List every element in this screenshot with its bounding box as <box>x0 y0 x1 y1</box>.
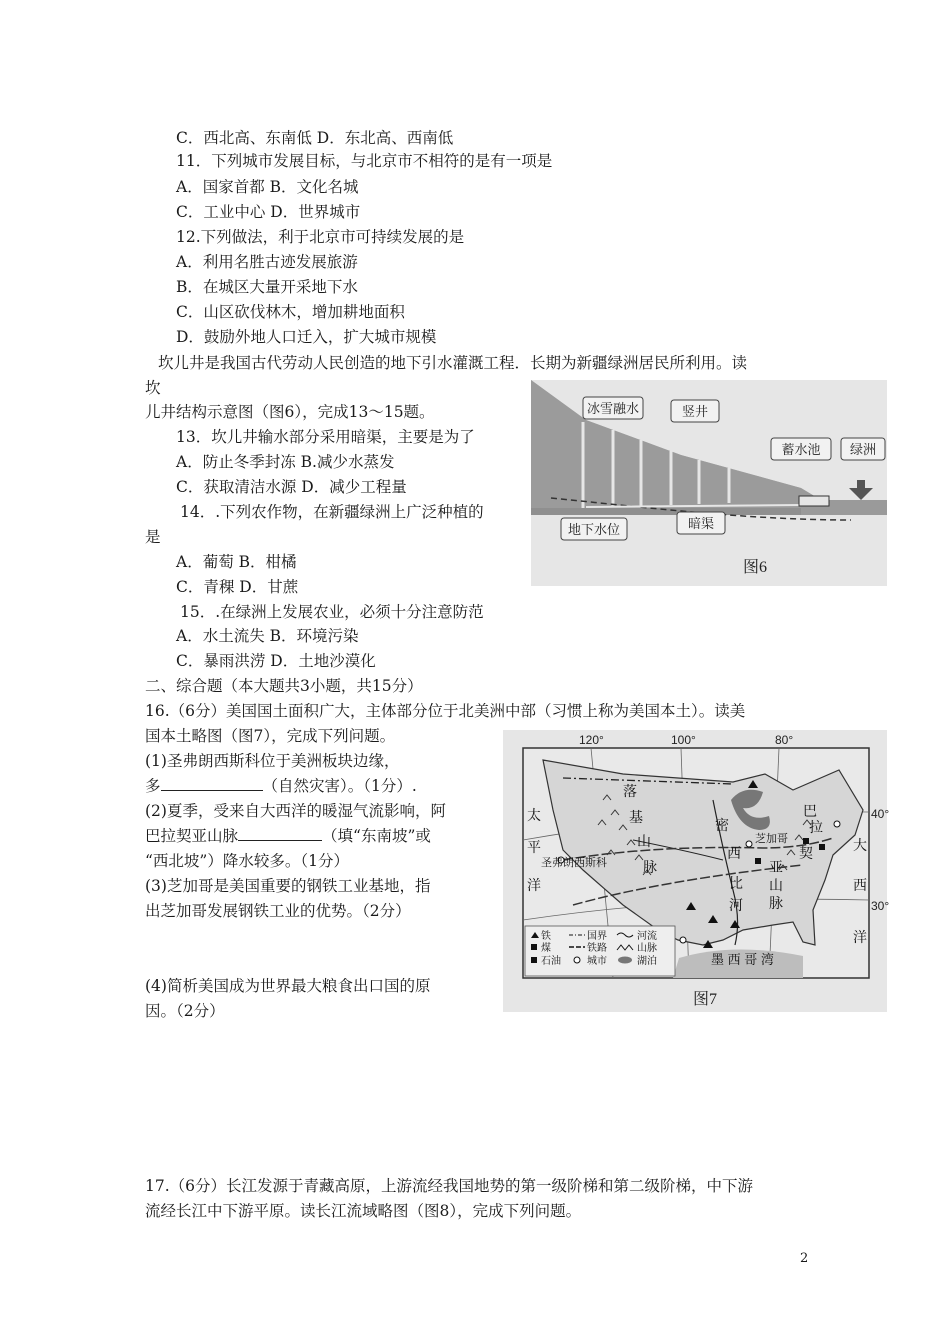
city-san-francisco: 圣弗朗西斯科 <box>541 857 607 869</box>
figure-7-usa-map <box>503 730 890 1012</box>
mississippi-label-3: 比 <box>729 877 743 892</box>
q17-intro-cont: 流经长江中下游平原。读长江流域略图（图8），完成下列问题。 <box>145 1202 582 1220</box>
karez-intro-cont: 坎 <box>145 379 161 397</box>
q14-stem: 14．.下列农作物，在新疆绿洲上广泛种植的 <box>180 503 484 521</box>
q15-options-cd: C．暴雨洪涝 D．土地沙漠化 <box>176 652 376 670</box>
label-oasis: 绿洲 <box>849 442 877 457</box>
q13-options-cd: C．获取清洁水源 D．减少工程量 <box>176 478 407 496</box>
q11-options-cd: C．工业中心 D．世界城市 <box>176 203 361 221</box>
q16-2: (2)夏季，受来自大西洋的暖湿气流影响，阿 <box>145 802 446 820</box>
q14-options-cd: C．青稞 D．甘蔗 <box>176 578 299 596</box>
appalachian-label-2: 拉 <box>809 821 823 836</box>
page-number: 2 <box>800 1251 809 1266</box>
lat-30: 30° <box>871 899 890 913</box>
lon-80: 80° <box>775 733 794 747</box>
q16-4: (4)简析美国成为世界最大粮食出口国的原 <box>145 977 431 995</box>
q10-options-cd: C．西北高、东南低 D．东北高、西南低 <box>176 129 454 147</box>
q16-2-cont <box>145 826 431 846</box>
legend-railway: 铁路 <box>587 943 607 954</box>
q16-intro: 16.（6分）美国国土面积广大，主体部分位于北美洲中部（习惯上称为美国本土）。读美 <box>145 702 746 720</box>
label-snow-melt: 冰雪融水 <box>586 401 640 416</box>
legend-lake: 湖泊 <box>637 956 657 967</box>
q15-options-ab: A．水土流失 B．环境污染 <box>176 627 359 645</box>
q12-option-b: B．在城区大量开采地下水 <box>176 278 358 296</box>
q11-stem: 11．下列城市发展目标，与北京市不相符的是有一项是 <box>176 152 553 170</box>
q12-option-d: D．鼓励外地人口迁入，扩大城市规模 <box>176 328 437 346</box>
q13-stem: 13．坎儿井输水部分采用暗渠，主要是为了 <box>176 428 475 446</box>
q16-1-suffix: （自然灾害）。（1分）. <box>262 777 417 795</box>
mississippi-label-1: 密 <box>715 819 729 834</box>
legend-coal: 煤 <box>541 943 551 954</box>
ocean-pacific-1: 太 <box>527 809 541 824</box>
oasis-arrow <box>849 480 873 500</box>
q16-3-cont: 出芝加哥发展钢铁工业的优势。（2分） <box>145 902 411 920</box>
rocky-label-1: 落 <box>623 785 637 800</box>
q16-2-suffix: （填“东南坡”或 <box>322 827 431 845</box>
mississippi-label-2: 西 <box>727 847 741 862</box>
figure-7-caption: 图7 <box>693 991 718 1008</box>
q11-options-ab: A．国家首都 B．文化名城 <box>176 178 359 196</box>
q12-option-a: A．利用名胜古迹发展旅游 <box>176 253 358 271</box>
q16-3: (3)芝加哥是美国重要的钢铁工业基地，指 <box>145 877 431 895</box>
q16-intro-cont: 国本土略图（图7），完成下列问题。 <box>145 727 396 745</box>
rocky-label-3: 山 <box>637 835 651 850</box>
label-shaft: 竖井 <box>681 404 709 419</box>
legend-oil: 石油 <box>541 956 561 967</box>
section-2-heading: 二、综合题（本大题共3小题，共15分） <box>145 677 423 695</box>
appalachian-label-3: 契 <box>799 847 813 862</box>
gulf-of-mexico-label: 墨 西 哥 湾 <box>711 952 774 967</box>
figure-6-caption: 图6 <box>743 559 768 576</box>
label-groundwater: 地下水位 <box>567 522 621 537</box>
legend-city: 城市 <box>587 956 607 967</box>
appalachian-label-6: 脉 <box>769 897 783 912</box>
q14-stem-cont: 是 <box>145 528 161 546</box>
legend-mountain: 山脉 <box>637 943 657 954</box>
mississippi-label-4: 河 <box>729 899 743 914</box>
city-chicago: 芝加哥 <box>755 833 788 845</box>
q16-4-cont: 因。（2分） <box>145 1002 225 1020</box>
lat-40: 40° <box>871 807 890 821</box>
rocky-label-2: 基 <box>629 811 643 826</box>
q15-stem: 15．.在绿洲上发展农业，必须十分注意防范 <box>180 603 484 621</box>
legend-river: 河流 <box>637 931 657 942</box>
ocean-atlantic-2: 西 <box>853 879 867 894</box>
lon-120: 120° <box>579 733 604 747</box>
q14-options-ab: A．葡萄 B．柑橘 <box>176 553 297 571</box>
legend-iron: 铁 <box>541 931 551 942</box>
ocean-pacific-3: 洋 <box>527 879 541 894</box>
ocean-pacific-2: 平 <box>527 841 541 856</box>
appalachian-label-4: 亚 <box>769 861 783 876</box>
q13-options-ab: A．防止冬季封冻 B.减少水蒸发 <box>176 453 395 471</box>
answer-blank-2[interactable] <box>238 826 322 841</box>
q12-stem: 12.下列做法，利于北京市可持续发展的是 <box>176 228 465 246</box>
karez-intro: 坎儿井是我国古代劳动人民创造的地下引水灌溉工程．长期为新疆绿洲居民所利用。读 <box>158 354 748 372</box>
q12-option-c: C．山区砍伐林木，增加耕地面积 <box>176 303 405 321</box>
figure-6-karez-diagram <box>531 380 887 586</box>
answer-blank-1[interactable] <box>161 776 263 791</box>
q16-1: (1)圣弗朗西斯科位于美洲板块边缘， <box>145 752 400 770</box>
reservoir-pool <box>799 496 829 506</box>
q16-2-prefix: 巴拉契亚山脉 <box>145 827 239 845</box>
q16-1-cont <box>145 776 417 796</box>
lon-100: 100° <box>671 733 696 747</box>
q16-2-cont2: “西北坡”）降水较多。（1分） <box>145 852 349 870</box>
map-legend <box>525 926 675 976</box>
karez-intro-cont2: 儿井结构示意图（图6），完成13～15题。 <box>145 403 435 421</box>
label-channel: 暗渠 <box>687 516 715 531</box>
legend-border: 国界 <box>587 931 607 942</box>
q16-1-prefix: 多 <box>145 777 161 795</box>
ocean-atlantic-3: 洋 <box>853 931 867 946</box>
q17-intro: 17.（6分）长江发源于青藏高原，上游流经我国地势的第一级阶梯和第二级阶梯，中下游 <box>145 1177 754 1195</box>
ocean-atlantic-1: 大 <box>853 839 867 854</box>
appalachian-label-5: 山 <box>769 879 783 894</box>
label-pool: 蓄水池 <box>781 442 821 457</box>
appalachian-label-1: 巴 <box>803 805 817 820</box>
rocky-label-4: 脉 <box>643 861 657 876</box>
